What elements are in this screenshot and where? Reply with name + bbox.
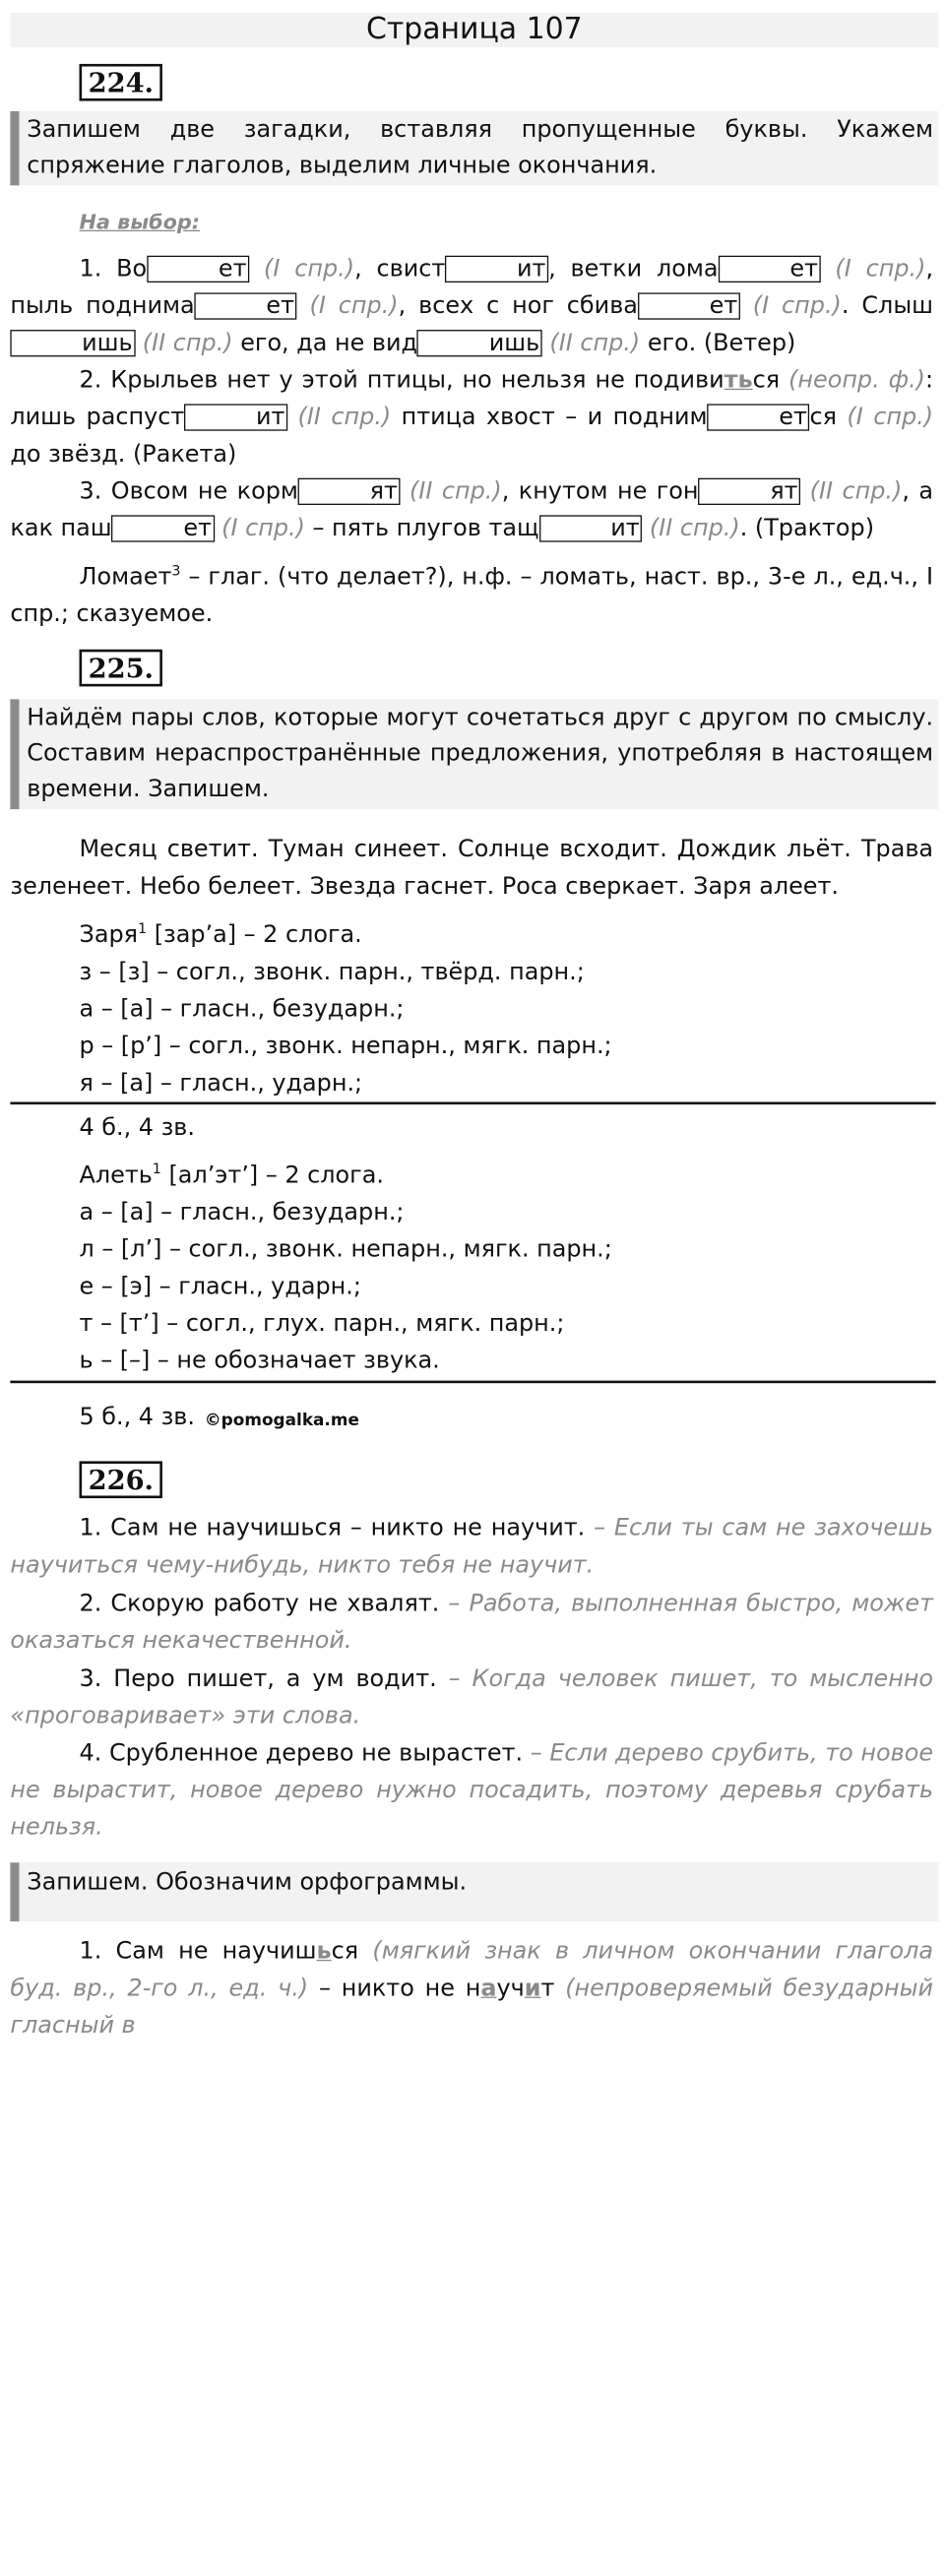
orthogram: ть: [724, 366, 753, 394]
verb-ending: ишь: [417, 330, 542, 356]
verb-ending: ит: [184, 404, 287, 430]
choice-label: На выбор:: [79, 209, 201, 234]
verb-ending: ет: [638, 292, 740, 319]
verb-ending: ет: [719, 256, 821, 283]
morph-analysis: Ломает$^3$ – глаг. (что делает?), н.ф. – ломать, наст. вр., 3-е л., ед.ч., I спр.; сказуемое.: [10, 562, 934, 628]
verb-ending: ет: [708, 404, 810, 430]
verb-ending: ят: [699, 478, 801, 505]
phonetic-line: т – [т’] – согл., глух. парн., мягк. парн.;: [79, 1310, 565, 1338]
orthogram-line: 1. Сам не научишься (мягкий знак в личном окончании глагола буд. вр., 2-го л., ед. ч.) – никто не научит (непроверяемый безударный гласный в: [10, 1937, 934, 2040]
phonetic-line: а – [а] – гласн., безударн.;: [79, 1199, 405, 1226]
task-224: Запишем две загадки, вставляя пропущенные буквы. Укажем спряжение глаголов, выделим личные окончания.: [10, 111, 938, 185]
divider: [10, 1101, 935, 1104]
exercise-number-224: 224.: [80, 64, 163, 101]
watermark: ©pomogalka.me: [204, 1411, 359, 1431]
phonetic-line: р – [р’] – согл., звонк. непарн., мягк. парн.;: [79, 1033, 612, 1060]
verb-ending: ит: [445, 256, 548, 283]
phonetic-line: я – [а] – гласн., ударн.;: [79, 1070, 363, 1098]
verb-ending: ет: [147, 256, 249, 283]
phonetic-line: е – [э] – гласн., ударн.;: [79, 1273, 361, 1300]
riddle-1: 1. Во ет (I спр.), свист ит , ветки лома ет (I спр.), пыль поднима ет (I спр.), всех с ног сбива ет (I спр.). Слышишь (II спр.) его, да не вид ишь (II спр.) его. (Ветер): [10, 255, 934, 357]
verb-ending: ет: [195, 292, 297, 319]
verb-ending: ишь: [10, 330, 135, 356]
proverb-2: 2. Скорую работу не хвалят. – Работа, выполненная быстро, может оказаться некачественной.: [10, 1590, 934, 1655]
exercise-number-225: 225.: [80, 650, 163, 687]
verb-ending: ит: [539, 515, 643, 541]
phonetic-head-2: Алеть$^1$ [ал’эт’] – 2 слога.: [79, 1161, 384, 1189]
orthogram: и: [524, 1975, 541, 2002]
verb-ending: ет: [112, 515, 215, 541]
proverb-3: 3. Перо пишет, а ум водит. – Когда человек пишет, то мысленно «проговаривает» эти слова.: [10, 1665, 934, 1730]
riddle-3: 3. Овсом не корм ят (II спр.), кнутом не гон ят (II спр.), а как паш ет (I спр.) – пять плугов тащ ит (II спр.). (Трактор): [10, 477, 934, 542]
exercise-number-226: 226.: [80, 1461, 163, 1498]
orthogram: а: [480, 1975, 497, 2002]
task-226: Запишем. Обозначим орфограммы.: [10, 1862, 938, 1921]
divider: [10, 1381, 935, 1384]
task-225: Найдём пары слов, которые могут сочетаться друг с другом по смыслу. Составим нераспространённые предложения, употребляя в настоящем времени. Запишем.: [10, 699, 938, 809]
phonetic-line: ь – [–] – не обозначает звука.: [79, 1347, 440, 1375]
phonetic-head-1: Заря$^1$ [зар’а] – 2 слога.: [79, 919, 362, 949]
riddle-2: 2. Крыльев нет у этой птицы, но нельзя не подивиться (неопр. ф.): лишь распуст ит (II спр.) птица хвост – и подним ет ся (I спр.) до звёзд. (Ракета): [10, 366, 934, 469]
phonetic-total-2: 5 б., 4 зв.: [79, 1403, 195, 1431]
phonetic-line: а – [а] – гласн., безударн.;: [79, 995, 405, 1023]
orthogram: ь: [316, 1937, 332, 1966]
sentences-225: Месяц светит. Туман синеет. Солнце всходит. Дождик льёт. Трава зеленеет. Небо белеет. Звезда гаснет. Роса сверкает. Заря алеет.: [10, 836, 934, 901]
phonetic-line: з – [з] – согл., звонк. парн., твёрд. парн.;: [79, 959, 585, 986]
phonetic-line: л – [л’] – согл., звонк. непарн., мягк. парн.;: [79, 1235, 612, 1264]
page-title: Страница 107: [10, 13, 938, 47]
proverb-1: 1. Сам не научишься – никто не научит. – Если ты сам не захочешь научиться чему-нибудь, никто тебя не научит.: [10, 1514, 934, 1579]
phonetic-total-1: 4 б., 4 зв.: [79, 1114, 195, 1142]
verb-ending: ят: [298, 478, 401, 505]
proverb-4: 4. Срубленное дерево не вырастет. – Если дерево срубить, то новое не вырастит, новое дерево нужно посадить, поэтому деревья срубать нельзя.: [10, 1739, 934, 1842]
